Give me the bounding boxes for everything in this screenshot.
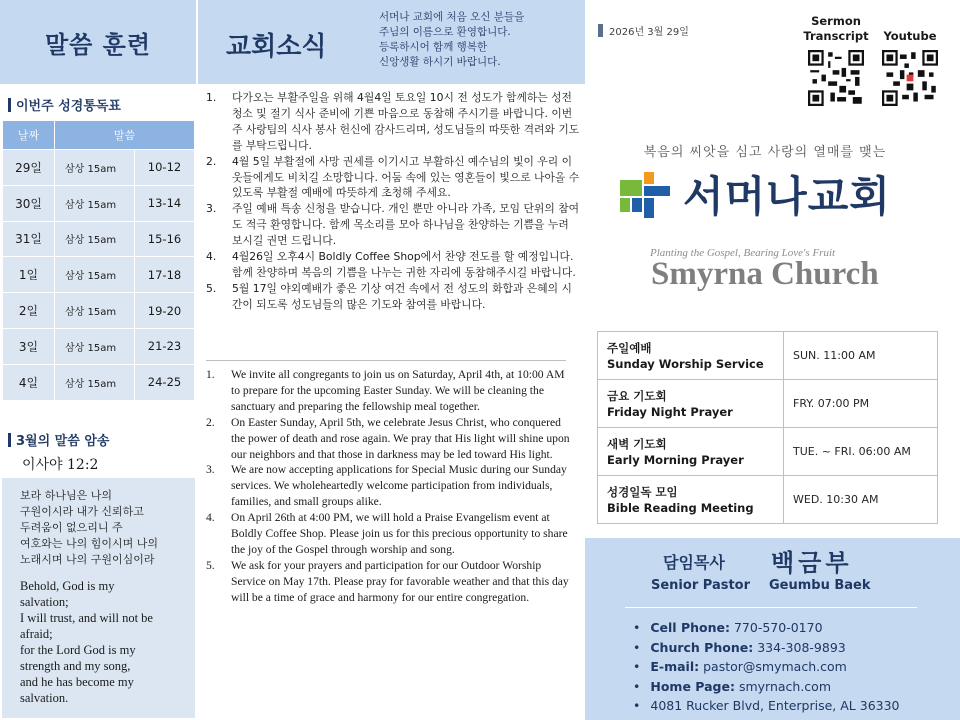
reading-day: 3일 — [3, 328, 55, 364]
verse-line: strength and my song, — [20, 659, 131, 673]
pastor-name-korean: 백금부 — [771, 549, 853, 577]
service-schedule-table — [597, 331, 938, 524]
pastor-divider — [625, 607, 917, 608]
list-item — [206, 201, 580, 249]
verse-line: Behold, God is my — [20, 579, 115, 593]
qr-label-line: Sermon — [811, 14, 861, 28]
bible-training-title: 말씀 훈련 — [44, 30, 152, 59]
table-row — [3, 257, 195, 293]
item-number: 4. — [206, 511, 215, 525]
welcome-message — [379, 10, 524, 70]
service-time: FRY. 07:00 PM — [784, 380, 938, 428]
youtube-qr-code-icon[interactable] — [882, 50, 938, 106]
item-number: 5. — [206, 281, 217, 295]
col-date: 날짜 — [3, 121, 55, 150]
reading-day: 31일 — [3, 221, 55, 257]
item-text: 주일 예배 특송 신청을 받습니다. 개인 뿐만 아니라 가족, 모임 단위의 참여도 적극 환영합니다. 함께 목소리를 모아 하나님을 찬양하는 기쁨을 누려 보시길 권면 드립니다. — [232, 202, 580, 248]
list-item — [206, 281, 580, 313]
reading-chapters: 10-12 — [135, 150, 195, 186]
item-number: 3. — [206, 463, 215, 477]
list-item — [206, 90, 580, 154]
verse-line: salvation; — [20, 595, 69, 609]
reading-heading — [8, 95, 121, 114]
service-name-en: Friday Night Prayer — [607, 404, 733, 419]
item-number: 2. — [206, 154, 217, 168]
reading-book: 삼상 15am — [55, 150, 135, 186]
list-item — [206, 415, 576, 463]
reading-book: 삼상 15am — [55, 185, 135, 221]
memory-heading — [8, 430, 109, 449]
reading-heading-text: 이번주 성경통독표 — [16, 99, 121, 114]
list-item — [206, 558, 576, 606]
reading-chapters: 21-23 — [135, 328, 195, 364]
table-row — [3, 185, 195, 221]
service-name — [598, 332, 784, 380]
item-text: We are now accepting applications for Special Music during our Sunday services. We wholeheartedly welcome participation from individuals, families, and small groups alike. — [231, 463, 567, 509]
verse-line: 여호와는 나의 힘이시며 나의 — [20, 537, 159, 550]
welcome-line: 신앙생활 하시기 바랍니다. — [379, 56, 501, 68]
memory-verse-korean — [20, 488, 187, 568]
reading-day: 30일 — [3, 185, 55, 221]
table-row — [598, 380, 938, 428]
table-row — [3, 293, 195, 329]
service-time: SUN. 11:00 AM — [784, 332, 938, 380]
welcome-line: 서머나 교회에 처음 오신 분들을 — [379, 11, 525, 23]
service-time: WED. 10:30 AM — [784, 476, 938, 524]
service-name-en: Bible Reading Meeting — [607, 500, 754, 515]
item-number: 1. — [206, 368, 215, 381]
welcome-line: 등록하시어 함께 행복한 — [379, 41, 488, 53]
contact-address — [633, 696, 900, 716]
item-number: 2. — [206, 415, 215, 429]
date-bar — [598, 24, 603, 37]
church-name-korean: 서머나교회 — [683, 172, 891, 221]
verse-line: salvation. — [20, 691, 69, 705]
reading-chapters: 19-20 — [135, 293, 195, 329]
verse-line: I will trust, and will not be — [20, 611, 153, 625]
contact-label: Cell Phone: — [650, 620, 730, 635]
left-header — [0, 0, 196, 84]
sermon-qr-code-icon[interactable] — [808, 50, 864, 106]
service-name — [598, 428, 784, 476]
reading-day: 29일 — [3, 150, 55, 186]
service-name-ko: 금요 기도회 — [607, 388, 667, 403]
reading-chapters: 15-16 — [135, 221, 195, 257]
welcome-line: 주님의 이름으로 환영합니다. — [379, 26, 511, 38]
contact-value: 334-308-9893 — [757, 639, 846, 655]
reading-day: 4일 — [3, 364, 55, 400]
heading-bar — [8, 98, 11, 112]
item-text: On Easter Sunday, April 5th, we celebrate Jesus Christ, who conquered the power of death and rose again. We pray that His light will shine upon our neighbors and that those in darkness may be led toward His light. — [231, 415, 570, 461]
news-header — [198, 0, 585, 84]
item-text: 4월26일 오후4시 Boldly Coffee Shop에서 찬양 전도를 할 예정입니다. 함께 찬양하며 복음의 기쁨을 나누는 귀한 자리에 동참해주시길 바랍니다. — [232, 250, 576, 279]
item-text: 다가오는 부활주일을 위해 4월4일 토요일 10시 전 성도가 함께하는 성전 청소 및 절기 식사 준비에 기쁜 마음으로 동참해 주시기를 바랍니다. 이번주 사랑팀의 식사 봉사 헌신에 감사드리며, 성도님들의 따뜻한 격려와 기도를 부탁드립니다. — [232, 91, 580, 152]
list-item — [206, 249, 580, 281]
reading-day: 2일 — [3, 293, 55, 329]
contact-cell-phone[interactable] — [633, 618, 900, 638]
contact-value: pastor@smymach.com — [703, 659, 847, 674]
pastor-contact-list — [633, 618, 900, 716]
reading-book: 삼상 15am — [55, 328, 135, 364]
reading-table — [2, 120, 195, 401]
item-number: 5. — [206, 558, 215, 572]
church-motto: Planting the Gospel, Bearing Love's Fruit — [650, 247, 836, 259]
list-item — [206, 367, 576, 415]
contact-value: smyrnach.com — [738, 678, 832, 694]
reading-book: 삼상 15am — [55, 257, 135, 293]
list-item — [206, 154, 580, 202]
verse-line: 구원이시라 내가 신뢰하고 — [20, 505, 144, 518]
service-name — [598, 476, 784, 524]
sermon-qr-label — [800, 14, 872, 44]
memory-verse-reference: 이사야 12:2 — [22, 457, 99, 473]
verse-line: afraid; — [20, 627, 53, 641]
service-name — [598, 380, 784, 428]
news-list-english — [206, 367, 576, 606]
service-name-ko: 새벽 기도회 — [607, 436, 667, 451]
verse-line: 두려움이 없으리니 주 — [20, 521, 123, 534]
reading-header-row — [3, 121, 195, 150]
item-text: We invite all congregants to join us on Saturday, April 4th, at 10:00 AM to prepare for the upcoming Easter Sunday. We will be cleaning the sanctuary and preparing the fellowship meal together. — [231, 368, 565, 413]
contact-label: E-mail: — [650, 659, 700, 674]
church-news-title: 교회소식 — [226, 32, 327, 62]
service-name-en: Early Morning Prayer — [607, 452, 744, 467]
church-name-english: Smyrna Church — [651, 256, 879, 292]
verse-line: for the Lord God is my — [20, 643, 136, 657]
reading-chapters: 17-18 — [135, 257, 195, 293]
church-tagline: 복음의 씨앗을 심고 사랑의 열매를 맺는 — [643, 145, 887, 160]
contact-value: 770-570-0170 — [733, 620, 823, 635]
service-name-en: Sunday Worship Service — [607, 356, 764, 371]
contact-label: Church Phone: — [650, 639, 754, 655]
reading-chapters: 24-25 — [135, 364, 195, 400]
table-row — [3, 328, 195, 364]
qr-label-line: Transcript — [803, 29, 869, 43]
list-item — [206, 462, 576, 510]
service-name-ko: 성경일독 모임 — [607, 484, 678, 499]
church-logo-icon — [620, 170, 670, 220]
col-word: 말씀 — [55, 121, 195, 150]
table-row — [598, 476, 938, 524]
date-text: 2026년 3월 29일 — [609, 27, 689, 38]
youtube-qr-label: Youtube — [883, 29, 937, 43]
heading-bar — [8, 433, 11, 447]
contact-value: 4081 Rucker Blvd, Enterprise, AL 36330 — [650, 698, 900, 713]
contact-church-phone[interactable] — [633, 638, 900, 658]
item-text: 4월 5일 부활절에 사망 권세를 이기시고 부활하신 예수님의 빛이 우리 이웃들에게도 비치길 소망합니다. 어둠 속에 있는 영혼들이 빛으로 나아올 수 있도록 부활절 예배에 따뜻하게 초청해 주세요. — [232, 154, 580, 200]
contact-label: Home Page: — [650, 678, 735, 694]
item-text: 5월 17일 야외예배가 좋은 기상 여건 속에서 전 성도의 화합과 은혜의 시간이 되도록 성도님들의 많은 기도와 참여를 바랍니다. — [232, 281, 572, 311]
verse-line: 노래시며 나의 구원이심이라 — [20, 553, 155, 566]
memory-verse-english — [20, 578, 187, 706]
table-row — [3, 221, 195, 257]
item-text: On April 26th at 4:00 PM, we will hold a Praise Evangelism event at Boldly Coffee Shop. Please join us for this precious opportunity to share the joy of the Gospel through worship and song. — [231, 511, 568, 556]
table-row — [3, 150, 195, 186]
memory-verse-box — [2, 478, 195, 718]
pastor-title-english: Senior Pastor — [651, 578, 751, 593]
contact-home-page[interactable] — [633, 677, 900, 697]
contact-email[interactable] — [633, 657, 900, 677]
pastor-title-korean: 담임목사 — [663, 553, 725, 572]
verse-line: 보라 하나님은 나의 — [20, 489, 113, 502]
list-item — [206, 510, 576, 558]
memory-heading-text: 3월의 말씀 암송 — [16, 434, 110, 449]
service-name-ko: 주일예배 — [607, 340, 652, 355]
reading-day: 1일 — [3, 257, 55, 293]
reading-book: 삼상 15am — [55, 293, 135, 329]
table-row — [3, 364, 195, 400]
service-time: TUE. ~ FRI. 06:00 AM — [784, 428, 938, 476]
news-divider — [206, 360, 566, 361]
reading-book: 삼상 15am — [55, 364, 135, 400]
verse-line: and he has become my — [20, 675, 134, 689]
pastor-name-english: Geumbu Baek — [769, 578, 871, 593]
item-number: 4. — [206, 250, 217, 264]
reading-book: 삼상 15am — [55, 221, 135, 257]
table-row — [598, 332, 938, 380]
news-list-korean — [206, 90, 580, 313]
reading-chapters: 13-14 — [135, 185, 195, 221]
item-number: 1. — [206, 91, 217, 104]
bulletin-date — [598, 23, 689, 38]
table-row — [598, 428, 938, 476]
item-text: We ask for your prayers and participation for our Outdoor Worship Service on May 17th. Please pray for favorable weather and that this day will be a time of grace and harmony for our entire congregation. — [231, 558, 569, 604]
item-number: 3. — [206, 202, 217, 216]
pastor-info-box — [585, 538, 960, 720]
